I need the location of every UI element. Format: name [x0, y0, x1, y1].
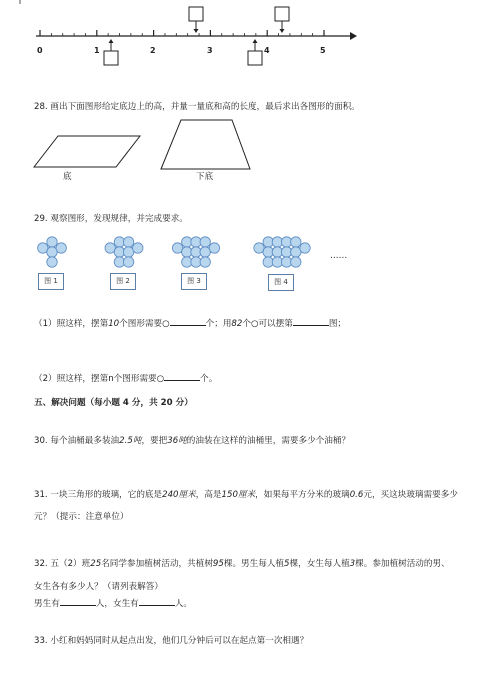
circle-shape: [47, 237, 57, 247]
figure-label-3: 图 3: [181, 273, 207, 290]
q28-shapes: [0, 112, 498, 172]
parallelogram-base-label: 底: [63, 172, 72, 182]
figure-ellipsis: ……: [330, 251, 348, 261]
trapezoid[interactable]: [161, 120, 250, 169]
q29-blank-1[interactable]: [170, 316, 206, 326]
q29-part-2: （2）照这样，摆第n个图形需要○ 个。: [34, 371, 217, 385]
circle-shape: [300, 243, 310, 253]
q29-part-1: （1）照这样，摆第10个图形需要○ 个；用82个○可以摆第 图；: [34, 316, 346, 330]
tick-label-3: 3: [207, 46, 213, 55]
question-31-line2: 元？（提示：注意单位）: [34, 512, 129, 522]
circle-shape: [291, 257, 301, 267]
circle-shape: [123, 237, 133, 247]
tick-label-0: 0: [37, 46, 43, 55]
figure-label-4: 图 4: [268, 274, 294, 291]
circle-shape: [291, 237, 301, 247]
figure-label-1: 图 1: [38, 273, 64, 290]
trapezoid-base-label: 下底: [196, 172, 214, 182]
circle-shape: [56, 243, 66, 253]
figure-label-2: 图 2: [110, 273, 136, 290]
parallelogram[interactable]: [34, 136, 140, 167]
question-32: 32. 五（2）班25名同学参加植树活动，共植树95棵。男生每人植5棵，女生每人植3棵。参加植树活动的男、: [34, 559, 450, 569]
circle-shape: [200, 257, 210, 267]
question-32-answer: 男生有 人，女生有 人。: [34, 596, 192, 610]
circle-shape: [200, 237, 210, 247]
tick-label-4: 4: [264, 46, 270, 55]
tick-label-1: 1: [94, 46, 100, 55]
tick-label-2: 2: [150, 46, 156, 55]
question-30: 30. 每个油桶最多装油2.5吨，要把36吨的油装在这样的油桶里，需要多少个油桶？: [34, 436, 351, 446]
question-33: 33. 小红和妈妈同时从起点出发，他们几分钟后可以在起点第一次相遇？: [34, 636, 309, 646]
circle-shape: [133, 243, 143, 253]
q29-blank-3[interactable]: [164, 371, 200, 381]
circle-shape: [47, 257, 57, 267]
girls-blank[interactable]: [139, 596, 175, 606]
section-5-title: 五、解决问题（每小题 4 分，共 20 分）: [34, 398, 193, 408]
question-29: 29. 观察图形，发现规律，并完成要求。: [34, 214, 188, 224]
question-28: 28. 画出下面图形给定底边上的高，并量一量底和高的长度，最后求出各图形的面积。: [34, 102, 360, 112]
q29-blank-2[interactable]: [293, 316, 329, 326]
q29-circle-figures: [0, 232, 498, 276]
tick-label-5: 5: [320, 46, 326, 55]
circle-shape: [209, 243, 219, 253]
boys-blank[interactable]: [60, 596, 96, 606]
question-32-line2: 女生各有多少人？（请列表解答）: [34, 582, 163, 592]
circle-shape: [123, 257, 133, 267]
question-31: 31. 一块三角形的玻璃，它的底是240厘米，高是150厘米，如果每平方分米的玻璃0.6元，买这块玻璃需要多少: [34, 490, 458, 500]
